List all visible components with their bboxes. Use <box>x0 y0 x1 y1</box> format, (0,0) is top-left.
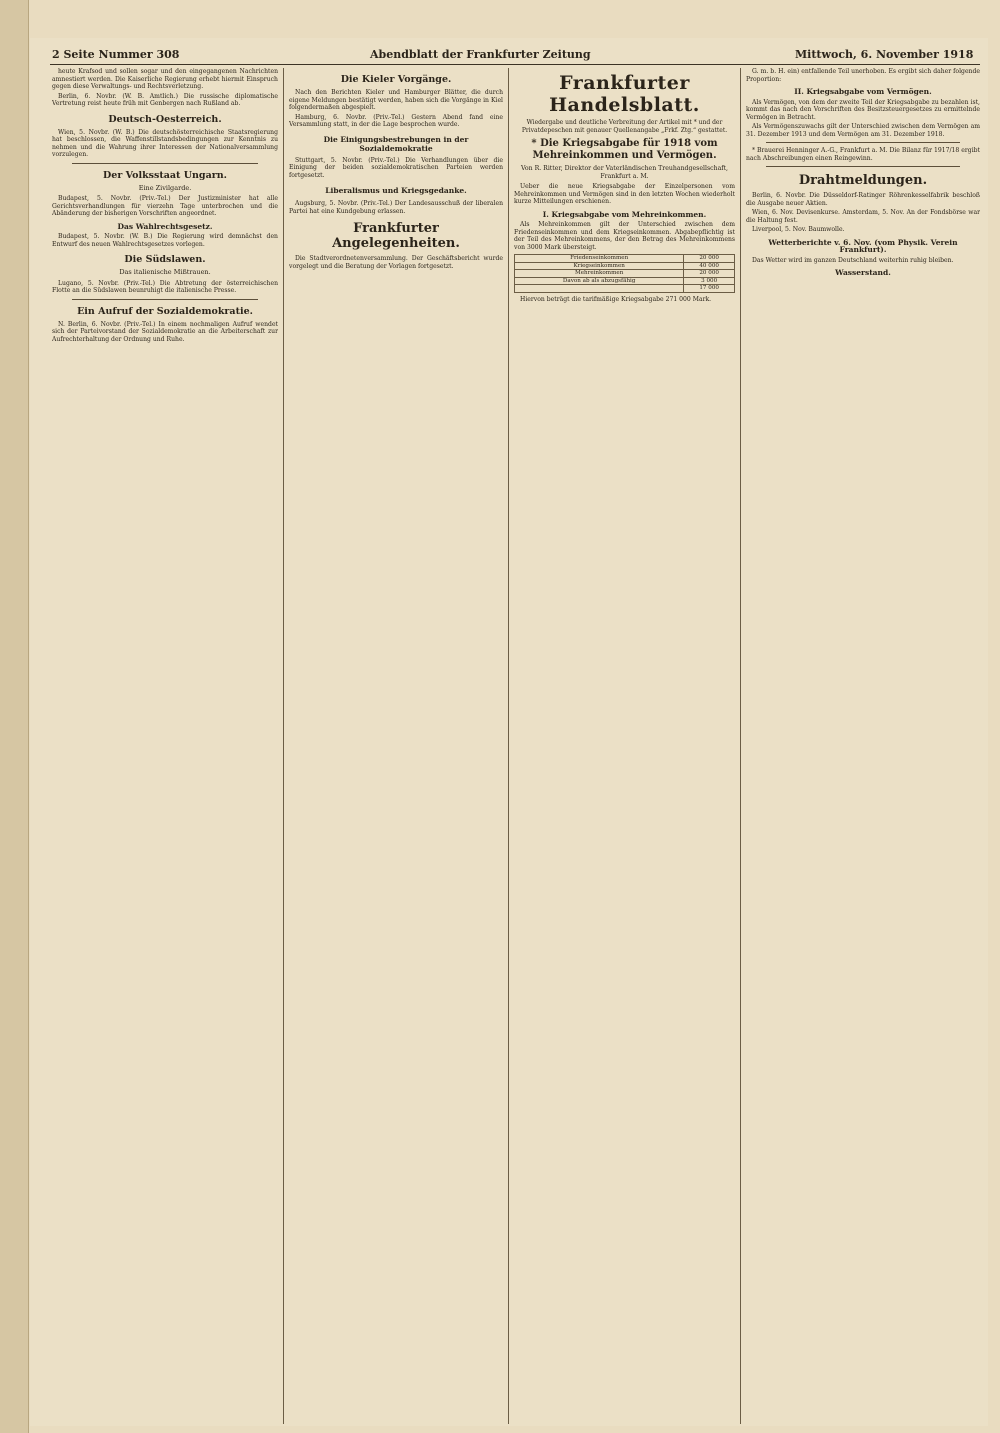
table-cell <box>515 285 684 293</box>
paragraph: Hiervon beträgt die tarifmäßige Kriegsabgabe 271 000 Mark. <box>520 295 712 303</box>
paragraph: Die Stadtverordnetenversammlung. Der Geschäftsbericht wurde vorgelegt und die Beratung der Vorlagen fortgesetzt. <box>289 255 503 270</box>
table-cell: Davon ab als abzugsfähig <box>515 277 684 285</box>
paragraph: Budapest, 5. Novbr. (Priv.-Tel.) Der Justizminister hat alle Gerichtsverhandlungen für vierzehn Tage unterbrochen und die Abänderung der bisherigen Vorschriften angeordnet. <box>52 195 278 217</box>
paragraph: Als Vermögen, von dem der zweite Teil der Kriegsabgabe zu bezahlen ist, kommt das nach den Vorschriften des Besitzsteuergesetzes zu ermittelnde Vermögen in Betracht. <box>746 98 980 121</box>
paragraph: G. m. b. H. ein) entfallende Teil unerhoben. Es ergibt sich daher folgende Proportion: <box>746 68 980 83</box>
table-cell: Mehreinkommen <box>515 270 684 278</box>
page-header <box>50 45 980 65</box>
date: Mittwoch, 6. November 1918 <box>795 48 974 61</box>
divider <box>72 163 258 164</box>
table-cell: 17 000 <box>684 285 735 293</box>
table-row <box>515 277 735 285</box>
subheading: II. Kriegsabgabe vom Vermögen. <box>794 87 932 96</box>
table-cell: 3 000 <box>684 277 735 285</box>
section-heading: Die Südslawen. <box>124 254 206 265</box>
subheading: Wasserstand. <box>835 268 891 277</box>
table-cell: 40 000 <box>684 262 735 270</box>
binding-edge <box>0 0 29 1433</box>
paragraph: Budapest, 5. Novbr. (W. B.) Die Regierung wird demnächst den Entwurf des neuen Wahlrechtsgesetzes vorlegen. <box>52 233 278 248</box>
paragraph: Berlin, 6. Novbr. (W. B. Amtlich.) Die russische diplomatische Vertretung reist heute früh mit Genbergen nach Rußland ab. <box>52 92 278 107</box>
paragraph: Liverpool, 5. Nov. Baumwolle. <box>752 226 845 233</box>
section-heading: Die Einigungsbestrebungen in der Sozialdemokratie <box>323 134 469 153</box>
table-row <box>515 262 735 270</box>
table-cell: Kriegseinkommen <box>515 262 684 270</box>
section-heading: Der Volksstaat Ungarn. <box>103 169 227 181</box>
column-2 <box>289 68 503 1424</box>
newspaper-title: Abendblatt der Frankfurter Zeitung <box>370 48 591 61</box>
paragraph: * Brauerei Henninger A.-G., Frankfurt a. M. Die Bilanz für 1917/18 ergibt nach Abschreibungen einen Reingewinn. <box>746 147 980 162</box>
reprint-notice: Wiedergabe und deutliche Verbreitung der Artikel mit * und der Privatdepeschen mit genauer Quellenangabe „Frkf. Ztg.“ gestattet. <box>521 119 728 134</box>
table-row <box>515 255 735 263</box>
calculation-table <box>514 254 735 293</box>
column-divider <box>283 68 284 1424</box>
paragraph: Wien, 5. Novbr. (W. B.) Die deutschösterreichische Staatsregierung hat beschlossen, die Waffenstillstandsbedingungen zur Kenntnis zu nehmen und die Wahrung ihrer Interessen der Nationalversammlung vorzulegen. <box>52 128 278 158</box>
subheading: Das italienische Mißtrauen. <box>119 268 211 276</box>
paragraph: Als Mehreinkommen gilt der Unterschied zwischen dem Friedenseinkommen und dem Kriegseinkommen. Abgabepflichtig ist der Teil des Mehreinkommens, der den Betrag des Mehreinkommens von 3000 Mark übersteigt. <box>514 221 735 251</box>
paragraph: Berlin, 6. Novbr. Die Düsseldorf-Ratinger Röhrenkesselfabrik beschloß die Ausgabe neuer Aktien. <box>746 192 980 207</box>
section-heading: Frankfurter Angelegenheiten. <box>332 221 460 251</box>
paragraph: Stuttgart, 5. Novbr. (Priv.-Tel.) Die Verhandlungen über die Einigung der beiden sozialdemokratischen Parteien werden fortgesetzt. <box>289 156 503 179</box>
table-row <box>515 285 735 293</box>
paragraph: N. Berlin, 6. Novbr. (Priv.-Tel.) In einem nochmaligen Aufruf wendet sich der Parteivorstand der Sozialdemokratie an die Arbeiterschaft zur Aufrechterhaltung der Ordnung und Ruhe. <box>52 320 278 343</box>
subheading: I. Kriegsabgabe vom Mehreinkommen. <box>542 209 707 219</box>
section-masthead: Frankfurter Handelsblatt. <box>549 72 700 116</box>
table-cell: Friedenseinkommen <box>515 255 684 263</box>
section-heading: Ein Aufruf der Sozialdemokratie. <box>77 305 253 317</box>
column-divider <box>508 68 509 1424</box>
paragraph: Wien, 6. Nov. Devisenkurse. Amsterdam, 5. Nov. An der Fondsbörse war die Haltung fest. <box>746 209 980 224</box>
column-3 <box>514 68 735 1424</box>
table-cell: 20 000 <box>684 270 735 278</box>
paragraph: heute Krafsod und sollen sogar und den eingegangenen Nachrichten amnestiert werden. Die Kaiserliche Regierung erhebt hiermit Einspruch gegen diese Verwaltungs- und Rechtsverletzung. <box>52 68 278 90</box>
article-title: * Die Kriegsabgabe für 1918 vom Mehreinkommen und Vermögen. <box>531 138 718 161</box>
paragraph: Lugano, 5. Novbr. (Priv.-Tel.) Die Abtretung der österreichischen Flotte an die Südslawen beunruhigt die italienische Presse. <box>52 279 278 294</box>
paragraph: Ueber die neue Kriegsabgabe der Einzelpersonen vom Mehreinkommen und Vermögen sind in den letzten Wochen wiederholt kurze Mitteilungen erschienen. <box>514 183 735 205</box>
subheading: Wetterberichte v. 6. Nov. (vom Physik. Verein Frankfurt). <box>768 237 958 254</box>
divider <box>766 166 960 167</box>
byline: Von R. Ritter, Direktor der Vaterländischen Treuhandgesellschaft, Frankfurt a. M. <box>521 165 728 180</box>
header-rule <box>50 64 980 65</box>
section-heading: Drahtmeldungen. <box>798 173 928 188</box>
column-4 <box>746 68 980 1424</box>
section-heading: Die Kieler Vorgänge. <box>340 74 452 85</box>
divider <box>766 142 960 143</box>
column-1 <box>52 68 278 1424</box>
subheading: Eine Zivilgarde. <box>138 183 192 192</box>
section-heading: Deutsch-Oesterreich. <box>108 113 222 125</box>
table-cell: 20 000 <box>684 255 735 263</box>
column-divider <box>740 68 741 1424</box>
subheading: Das Wahlrechtsgesetz. <box>117 221 213 231</box>
paragraph: Augsburg, 5. Novbr. (Priv.-Tel.) Der Landesausschuß der liberalen Partei hat eine Kundgebung erlassen. <box>289 200 503 215</box>
paragraph: Hamburg, 6. Novbr. (Priv.-Tel.) Gestern Abend fand eine Versammlung statt, in der die Lage besprochen wurde. <box>289 113 503 128</box>
section-heading: Liberalismus und Kriegsgedanke. <box>325 186 467 195</box>
paragraph: Das Wetter wird im ganzen Deutschland weiterhin ruhig bleiben. <box>752 256 954 264</box>
page-number: 2 Seite Nummer 308 <box>52 48 180 61</box>
table-row <box>515 270 735 278</box>
divider <box>72 299 258 300</box>
paragraph: Nach den Berichten Kieler und Hamburger Blätter, die durch eigene Meldungen bestätigt werden, haben sich die Vorgänge in Kiel folgendermaßen abgespielt. <box>289 89 503 111</box>
paragraph: Als Vermögenszuwachs gilt der Unterschied zwischen dem Vermögen am 31. Dezember 1913 und dem Vermögen am 31. Dezember 1918. <box>746 123 980 138</box>
